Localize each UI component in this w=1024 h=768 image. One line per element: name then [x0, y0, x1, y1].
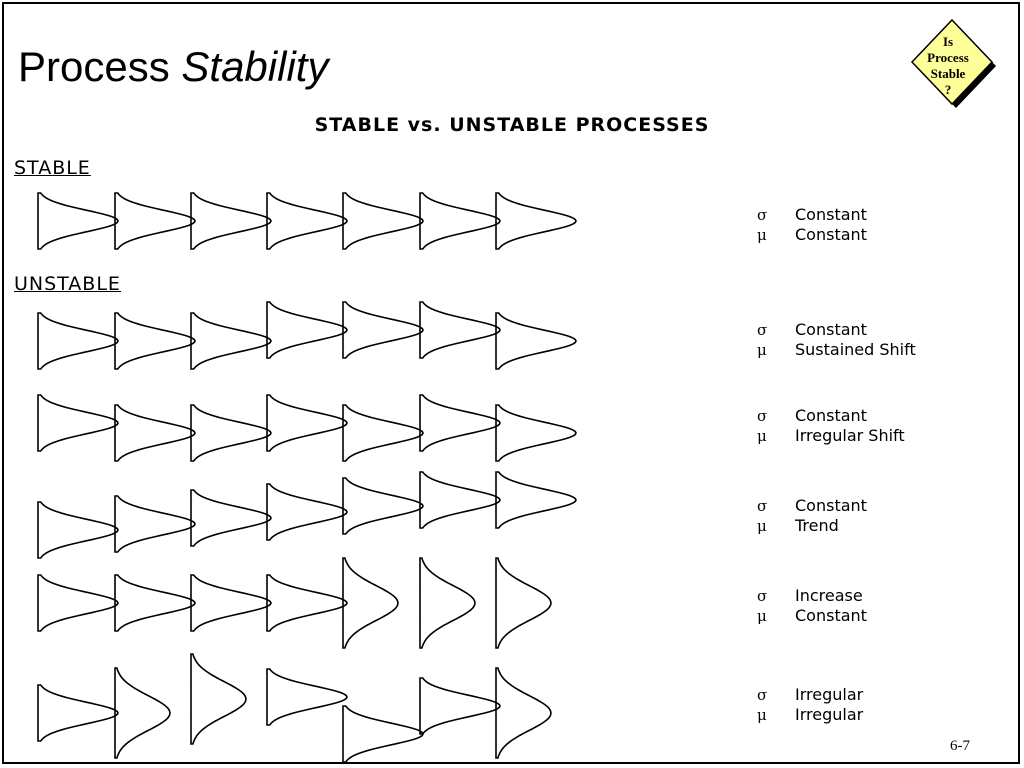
section-unstable-label: UNSTABLE	[14, 273, 121, 295]
mu-label: Irregular Shift	[795, 426, 905, 445]
distribution-curve	[267, 193, 347, 249]
subtitle: STABLE vs. UNSTABLE PROCESSES	[314, 114, 710, 136]
distribution-curve	[191, 405, 271, 461]
distribution-curve	[496, 472, 576, 528]
sigma-symbol: σ	[757, 497, 768, 515]
sigma-label: Constant	[795, 320, 867, 339]
legend-row-6	[757, 685, 863, 725]
title-main: Process	[18, 43, 170, 90]
mu-symbol: μ	[757, 517, 767, 535]
distribution-curve	[115, 575, 195, 631]
distribution-curve	[115, 313, 195, 369]
sigma-symbol: σ	[757, 407, 768, 425]
distribution-curve	[420, 395, 500, 451]
distribution-curve	[343, 193, 423, 249]
distribution-curve	[267, 302, 347, 358]
distribution-curve	[496, 405, 576, 461]
mu-symbol: μ	[757, 706, 767, 724]
mu-label: Sustained Shift	[795, 340, 916, 359]
distribution-curve	[115, 496, 195, 552]
mu-label: Trend	[795, 516, 839, 535]
distribution-curve	[343, 706, 423, 762]
distribution-curve	[420, 302, 500, 358]
distribution-curve	[343, 478, 423, 534]
sigma-label: Increase	[795, 586, 863, 605]
distribution-curve	[38, 575, 118, 631]
distribution-curve	[343, 558, 398, 648]
distribution-curve	[496, 558, 551, 648]
distribution-curve	[496, 668, 551, 758]
distribution-curve	[115, 668, 170, 758]
distribution-curve	[343, 302, 423, 358]
legend-row-3	[757, 406, 905, 446]
distribution-curve	[496, 313, 576, 369]
sigma-symbol: σ	[757, 587, 768, 605]
distribution-curve	[38, 193, 118, 249]
distribution-curve	[191, 575, 271, 631]
mu-symbol: μ	[757, 607, 767, 625]
sigma-label: Irregular	[795, 685, 864, 704]
distribution-curve	[267, 575, 347, 631]
badge-line1: Is	[942, 34, 954, 49]
legend-row-5	[757, 586, 867, 626]
badge-line2: Process	[927, 50, 969, 65]
title-italic: Stability	[181, 43, 329, 90]
distribution-curve	[38, 502, 118, 558]
mu-symbol: μ	[757, 341, 767, 359]
distribution-curve	[38, 685, 118, 741]
section-stable-label: STABLE	[14, 157, 91, 179]
distribution-curve	[191, 654, 246, 744]
distribution-curve	[38, 395, 118, 451]
sigma-label: Constant	[795, 496, 867, 515]
distribution-curve	[420, 193, 500, 249]
legend-row-2	[757, 320, 916, 360]
distribution-curve	[267, 484, 347, 540]
badge-line3: Stable	[930, 66, 966, 81]
distribution-curve	[420, 558, 475, 648]
sigma-symbol: σ	[757, 686, 768, 704]
distribution-curve	[496, 193, 576, 249]
mu-label: Constant	[795, 225, 867, 244]
sigma-label: Constant	[795, 205, 867, 224]
distribution-curve	[343, 405, 423, 461]
page-number: 6-7	[950, 738, 970, 754]
sigma-symbol: σ	[757, 321, 768, 339]
sigma-label: Constant	[795, 406, 867, 425]
legend-row-4	[757, 496, 867, 536]
mu-symbol: μ	[757, 226, 767, 244]
mu-label: Irregular	[795, 705, 864, 724]
badge-line4: ?	[944, 82, 952, 97]
distribution-curve	[191, 490, 271, 546]
distribution-curve	[420, 472, 500, 528]
distribution-curve	[115, 405, 195, 461]
distribution-curve	[420, 678, 500, 734]
distribution-curve	[38, 313, 118, 369]
distribution-curve	[191, 193, 271, 249]
legend-row-1	[757, 205, 867, 245]
sigma-symbol: σ	[757, 206, 768, 224]
distribution-curve	[115, 193, 195, 249]
distribution-curve	[267, 669, 347, 725]
distribution-curve	[191, 313, 271, 369]
mu-label: Constant	[795, 606, 867, 625]
distribution-curve	[267, 395, 347, 451]
mu-symbol: μ	[757, 427, 767, 445]
